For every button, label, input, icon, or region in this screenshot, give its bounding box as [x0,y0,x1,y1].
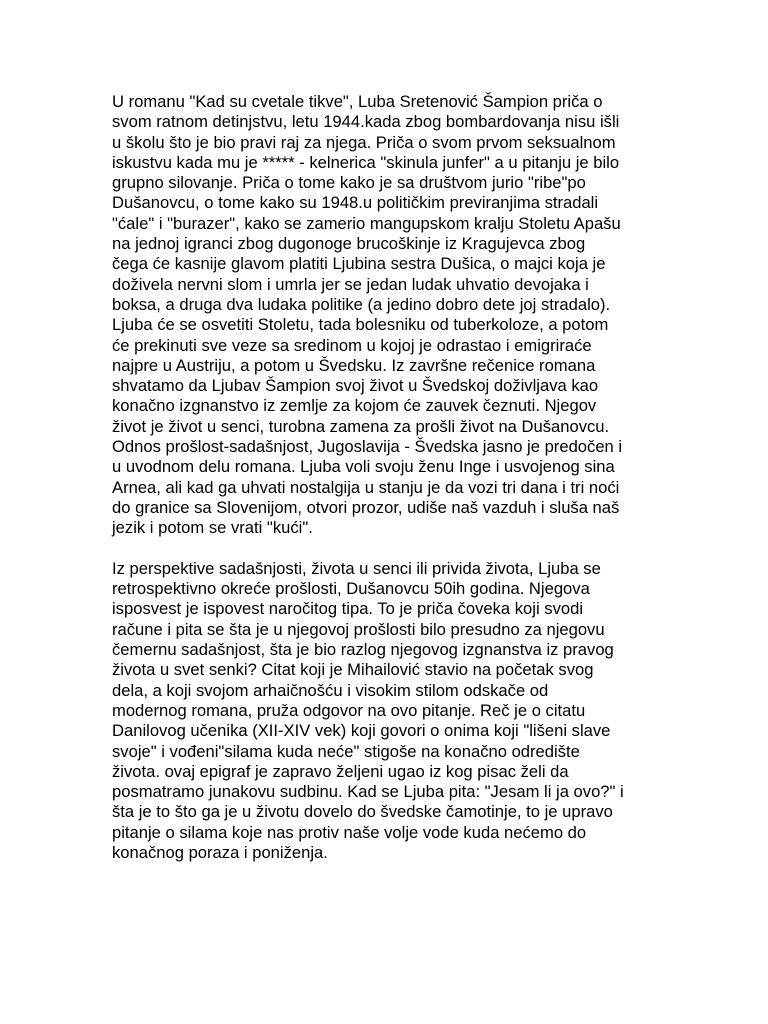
text-line: račune i pita se šta je u njegovoj prošlosti bilo presudno za njegovu [112,619,605,639]
text-line: konačnog poraza i poniženja. [112,842,328,862]
text-line: Arnea, ali kad ga uhvati nostalgija u stanju je da vozi tri dana i tri noći [112,477,620,497]
text-line: iskustvu kada mu je ***** - kelnerica "skinula junfer" a u pitanju je bilo [112,152,620,172]
text-line: doživela nervni slom i umrla jer se jedan ludak uhvatio devojaka i [112,274,589,294]
text-line: Odnos prošlost-sadašnjost, Jugoslavija - Švedska jasno je predočen i [112,437,623,457]
text-line: Dušanovcu, o tome kako su 1948.u političkim previranjima stradali [112,193,599,213]
text-line: Iz perspektive sadašnjosti, života u senci ili privida života, Ljuba se [112,558,601,578]
text-line: život je život u senci, turobna zamena za prošli život na Dušanovcu. [112,416,610,436]
text-line: života u svet senki? Citat koji je Mihailović stavio na početak svog [112,660,594,680]
text-line: konačno izgnanstvo iz zemlje za kojom će zauvek čeznuti. Njegov [112,396,597,416]
text-line: pitanje o silama koje nas protiv naše volje vode kuda nećemo do [112,822,587,842]
text-line: isposvest je ispovest naročitog tipa. To je priča čoveka koji svodi [112,599,584,619]
paragraph-2 [112,559,657,863]
text-line: U romanu "Kad su cvetale tikve", Luba Sretenović Šampion priča o [112,92,603,111]
text-line: u uvodnom delu romana. Ljuba voli svoju ženu Inge i usvojenog sina [112,457,615,477]
text-line: na jednoj igranci zbog dugonoge brucoškinje iz Kragujevca zbog [112,234,586,254]
text-line: čemernu sadašnjost, šta je bio razlog njegovog izgnanstva iz pravog [112,640,614,660]
text-line: jezik i potom se vrati "kući". [112,518,313,538]
text-line: dela, a koji svojom arhaičnošću i visokim stilom odskače od [112,680,549,700]
paragraph-1 [112,92,657,539]
text-line: Ljuba će se osvetiti Stoletu, tada bolesniku od tuberkoloze, a potom [112,315,609,335]
text-line: do granice sa Slovenijom, otvori prozor, udiše naš vazduh i sluša naš [112,497,620,517]
text-line: svoje" i vođeni"silama kuda neće" stigoše na konačno odredište [112,741,580,761]
text-line: života. ovaj epigraf je zapravo željeni ugao iz kog pisac želi da [112,761,569,781]
text-line: šta je to što ga je u životu dovelo do švedske čamotinje, to je upravo [112,802,613,822]
text-line: svom ratnom detinjstvu, letu 1944.kada zbog bombardovanja nisu išli [112,112,620,132]
text-line: najpre u Austriju, a potom u Švedsku. Iz završne rečenice romana [112,355,596,375]
text-line: grupno silovanje. Priča o tome kako je sa društvom jurio "ribe"po [112,173,586,193]
text-line: posmatramo junakovu sudbinu. Kad se Ljuba pita: "Jesam li ja ovo?" i [112,782,624,802]
text-line: modernog romana, pruža odgovor na ovo pitanje. Reč je o citatu [112,700,586,720]
text-line: shvatamo da Ljubav Šampion svoj život u Švedskoj doživljava kao [112,376,599,396]
text-line: čega će kasnije glavom platiti Ljubina sestra Dušica, o majci koja je [112,254,606,274]
text-line: u školu što je bio pravi raj za njega. Priča o svom prvom seksualnom [112,132,616,152]
text-line: retrospektivno okreće prošlosti, Dušanovcu 50ih godina. Njegova [112,579,590,599]
text-line: Danilovog učenika (XII-XIV vek) koji govori o onima koji "lišeni slave [112,721,611,741]
text-line: će prekinuti sve veze sa sredinom u kojoj je odrastao i emigriraće [112,335,592,355]
document-body [112,92,657,863]
text-line: "ćale" i "burazer", kako se zamerio mangupskom kralju Stoletu Apašu [112,213,621,233]
text-line: boksa, a druga dva ludaka politike (a jedino dobro dete joj stradalo). [112,294,611,314]
